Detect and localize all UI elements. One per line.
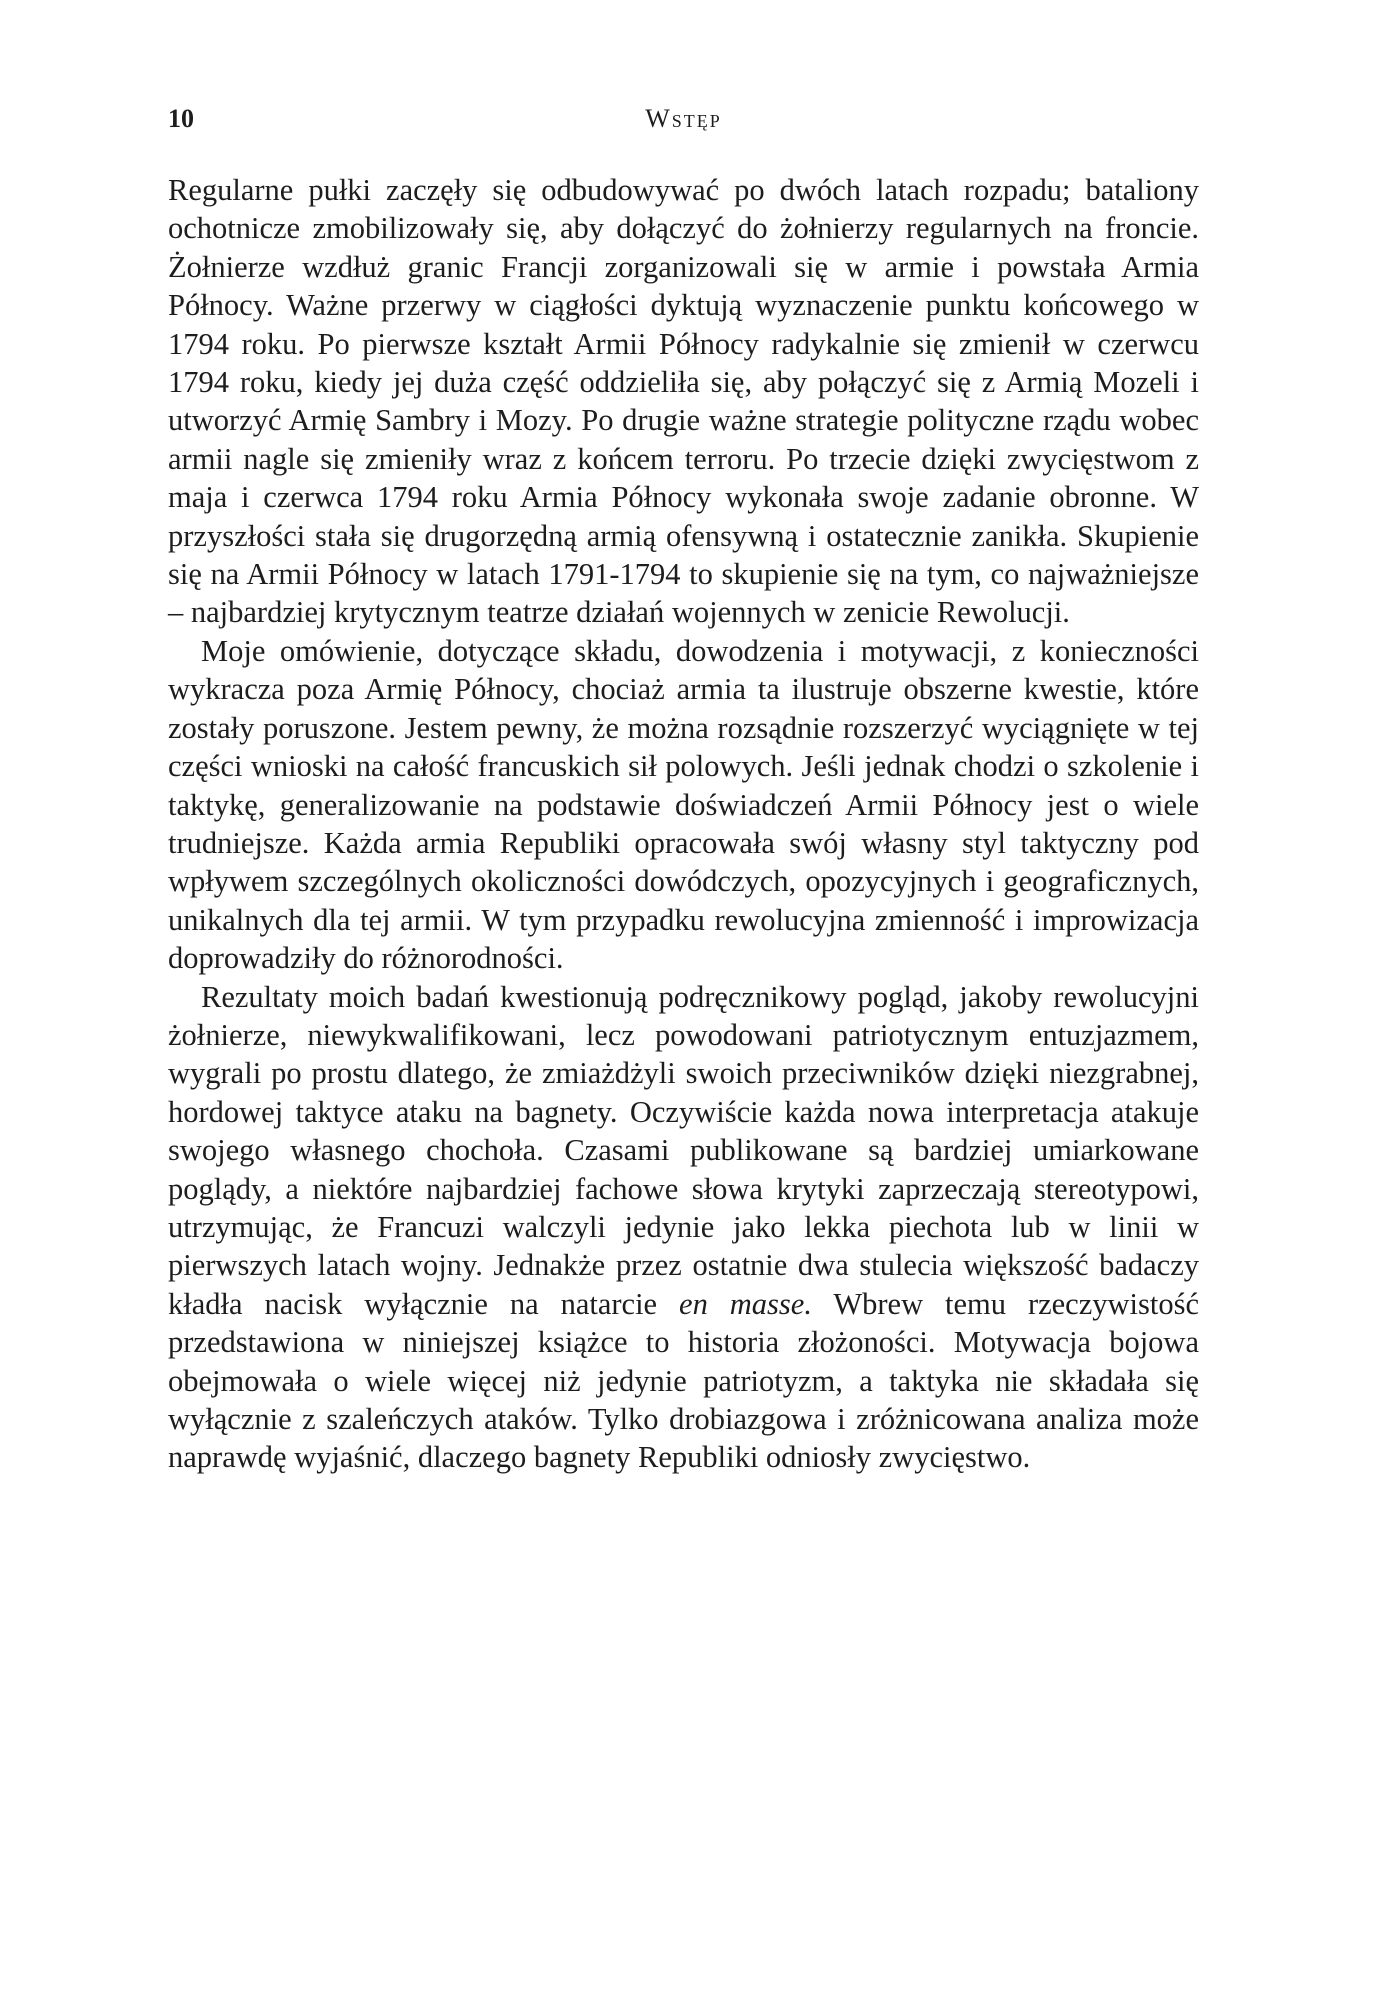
paragraph-3-text-after-italic: Wbrew temu rzeczywistość przedstawiona w niniejszej książce to historia złożoności. Motywacja bojowa obejmowała o wiele więcej niż jedynie patriotyzm, a taktyka nie składała się wyłącznie z szaleńczych ataków. Tylko drobiazgowa i zróżnicowana analiza może naprawdę wyjaśnić, dlaczego bagnety Republiki odniosły zwycięstwo. bbox=[168, 1286, 1200, 1475]
paragraph-1: Regularne pułki zaczęły się odbudowywać po dwóch latach rozpadu; bataliony ochotnicze zmobilizowały się, aby dołączyć do żołnierzy regularnych na froncie. Żołnierze wzdłuż granic Francji zorganizowali się w armie i powstała Armia Północy. Ważne przerwy w ciągłości dyktują wyznaczenie punktu końcowego w 1794 roku. Po pierwsze kształt Armii Północy radykalnie się zmienił w czerwcu 1794 roku, kiedy jej duża część oddzieliła się, aby połączyć się z Armią Mozeli i utworzyć Armię Sambry i Mozy. Po drugie ważne strategie polityczne rządu wobec armii nagle się zmieniły wraz z końcem terroru. Po trzecie dzięki zwycięstwom z maja i czerwca 1794 roku Armia Północy wykonała swoje zadanie obronne. W przyszłości stała się drugorzędną armią ofensywną i ostatecznie zanikła. Skupienie się na Armii Północy w latach 1791-1794 to skupienie się na tym, co najważniejsze – najbardziej krytycznym teatrze działań wojennych w zenicie Rewolucji. bbox=[168, 173, 1199, 630]
body-text bbox=[168, 171, 1199, 1477]
running-header bbox=[168, 104, 1199, 144]
section-title: Wstęp bbox=[645, 104, 722, 133]
paragraph-3-text-before-italic: Rezultaty moich badań kwestionują podręcznikowy pogląd, jakoby rewolucyjni żołnierze, niewykwalifikowani, lecz powodowani patriotycznym entuzjazmem, wygrali po prostu dlatego, że zmiażdżyli swoich przeciwników dzięki niezgrabnej, hordowej taktyce ataku na bagnety. Oczywiście każda nowa interpretacja atakuje swojego własnego chochoła. Czasami publikowane są bardziej umiarkowane poglądy, a niektóre najbardziej fachowe słowa krytyki zaprzeczają stereotypowi, utrzymując, że Francuzi walczyli jedynie jako lekka piechota lub w linii w pierwszych latach wojny. Jednakże przez ostatnie dwa stulecia większość badaczy kładła nacisk wyłącznie na natarcie bbox=[168, 979, 1199, 1321]
italic-phrase-en-masse: en masse. bbox=[679, 1286, 812, 1321]
page-number: 10 bbox=[168, 104, 194, 133]
paragraph-2: Moje omówienie, dotyczące składu, dowodzenia i motywacji, z konieczności wykracza poza Armię Północy, chociaż armia ta ilustruje obszerne kwestie, które zostały poruszone. Jestem pewny, że można rozsądnie rozszerzyć wyciągnięte w tej części wnioski na całość francuskich sił polowych. Jeśli jednak chodzi o szkolenie i taktykę, generalizowanie na podstawie doświadczeń Armii Północy jest o wiele trudniejsze. Każda armia Republiki opracowała swój własny styl taktyczny pod wpływem szczególnych okoliczności dowódczych, opozycyjnych i geograficznych, unikalnych dla tej armii. W tym przypadku rewolucyjna zmienność i improwizacja doprowadziły do różnorodności. bbox=[168, 633, 1199, 976]
paragraph-3 bbox=[168, 978, 1199, 1477]
